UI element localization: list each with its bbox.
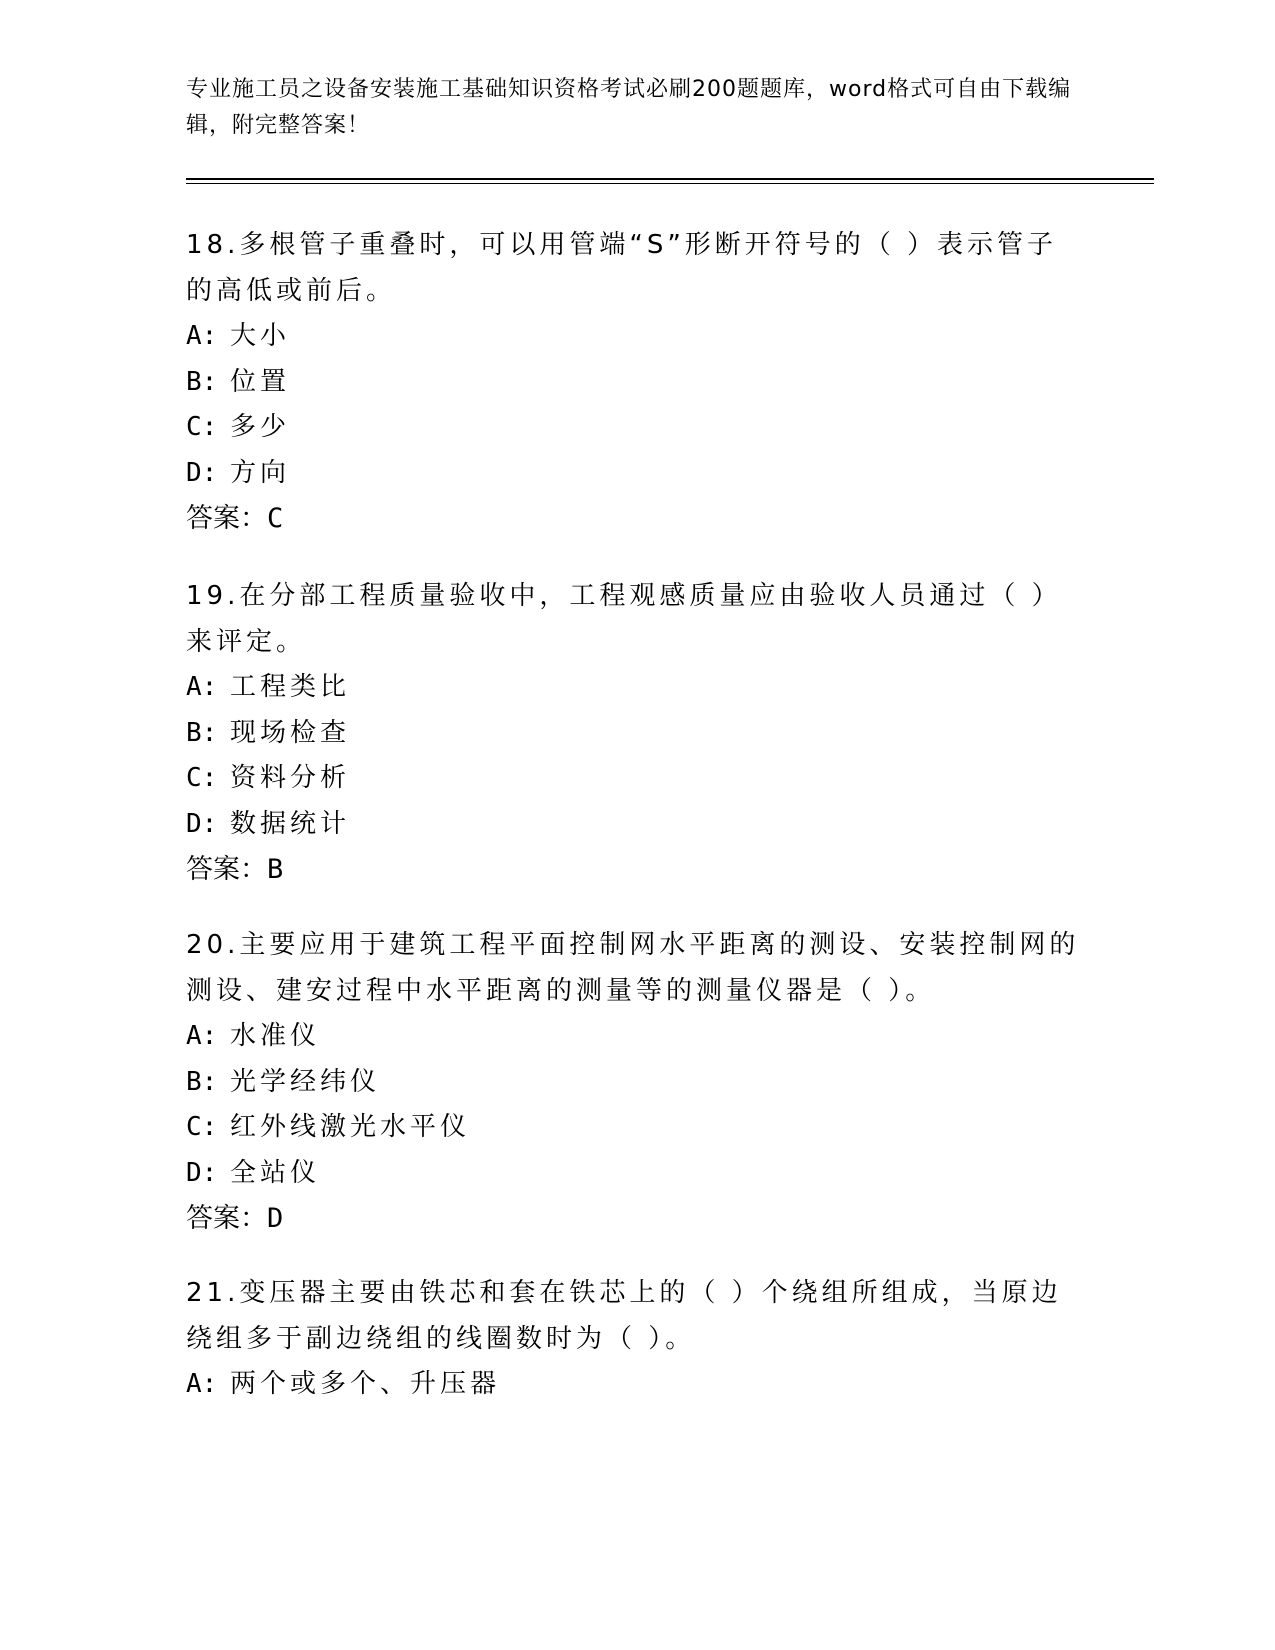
question-21 xyxy=(186,1270,1086,1408)
option-d xyxy=(186,451,1086,497)
option-letter: D: xyxy=(186,1157,218,1188)
answer-value: B xyxy=(267,854,284,885)
option-text: 红外线激光水平仪 xyxy=(230,1112,471,1142)
option-text: 光学经纬仪 xyxy=(230,1066,381,1097)
option-b xyxy=(186,360,1086,406)
question-stem: 19.在分部工程质量验收中，工程观感质量应由验收人员通过（ ）来评定。 xyxy=(186,581,1062,657)
option-letter: A: xyxy=(186,672,218,702)
option-text: 工程类比 xyxy=(230,672,351,702)
header-divider-bottom xyxy=(186,183,1154,184)
option-text: 资料分析 xyxy=(230,763,351,793)
question-19 xyxy=(186,573,1086,893)
option-letter: A: xyxy=(186,321,218,351)
answer-label: 答案： xyxy=(186,854,267,885)
option-c xyxy=(186,756,1086,802)
option-letter: C: xyxy=(186,412,218,442)
question-stem: 20.主要应用于建筑工程平面控制网水平距离的测设、安装控制网的测设、建安过程中水平距离的测量等的测量仪器是（ ）。 xyxy=(186,930,1080,1006)
option-letter: D: xyxy=(186,808,218,839)
option-b xyxy=(186,1060,1086,1106)
option-a xyxy=(186,314,1086,360)
document-header: 专业施工员之设备安装施工基础知识资格考试必刷200题题库，word格式可自由下载编辑，附完整答案！ xyxy=(186,77,1072,138)
option-letter: A: xyxy=(186,1021,218,1051)
option-text: 位置 xyxy=(230,366,291,397)
option-text: 数据统计 xyxy=(230,808,351,839)
answer-line xyxy=(186,1196,1086,1242)
question-stem: 18.多根管子重叠时，可以用管端“S”形断开符号的（ ）表示管子的高低或前后。 xyxy=(186,230,1058,306)
header-divider-top xyxy=(186,178,1154,180)
option-letter: B: xyxy=(186,366,218,397)
option-d xyxy=(186,1151,1086,1197)
option-a xyxy=(186,1362,1086,1408)
option-text: 现场检查 xyxy=(230,717,351,748)
option-text: 两个或多个、升压器 xyxy=(230,1369,501,1399)
question-stem: 21.变压器主要由铁芯和套在铁芯上的（ ）个绕组所组成，当原边绕组多于副边绕组的线圈数时为（ ）。 xyxy=(186,1278,1062,1354)
answer-value: C xyxy=(267,503,284,534)
question-20 xyxy=(186,922,1086,1242)
option-text: 方向 xyxy=(230,457,291,488)
option-c xyxy=(186,1105,1086,1151)
option-letter: C: xyxy=(186,1112,218,1142)
option-letter: B: xyxy=(186,717,218,748)
option-d xyxy=(186,802,1086,848)
answer-label: 答案： xyxy=(186,1203,267,1234)
answer-value: D xyxy=(267,1203,284,1234)
option-text: 全站仪 xyxy=(230,1157,321,1188)
option-text: 多少 xyxy=(230,412,291,442)
option-b xyxy=(186,711,1086,757)
option-text: 水准仪 xyxy=(230,1021,321,1051)
answer-line xyxy=(186,847,1086,893)
answer-label: 答案： xyxy=(186,503,267,534)
option-c xyxy=(186,405,1086,451)
option-letter: A: xyxy=(186,1369,218,1399)
option-letter: B: xyxy=(186,1066,218,1097)
question-18 xyxy=(186,222,1086,542)
option-letter: C: xyxy=(186,763,218,793)
option-text: 大小 xyxy=(230,321,291,351)
option-a xyxy=(186,1014,1086,1060)
answer-line xyxy=(186,496,1086,542)
option-letter: D: xyxy=(186,457,218,488)
option-a xyxy=(186,665,1086,711)
